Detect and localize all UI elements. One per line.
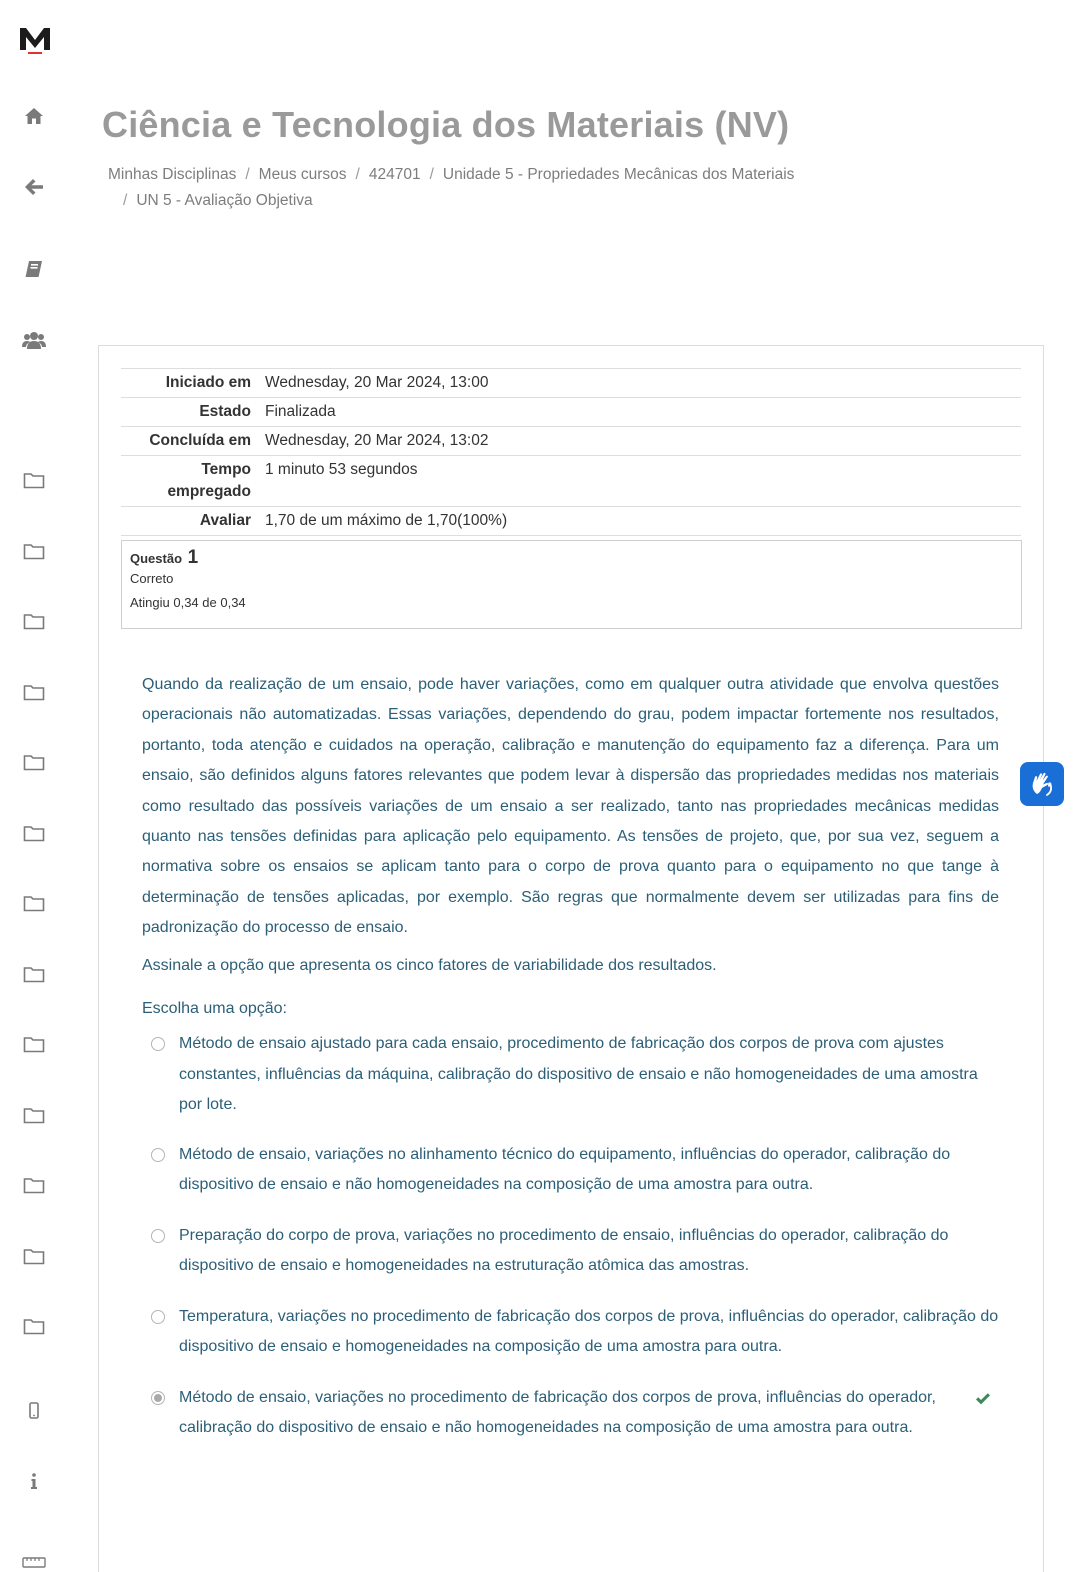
arrow-left-icon[interactable]: [21, 174, 47, 200]
folder-icon[interactable]: [21, 749, 47, 775]
answer-option-text: Método de ensaio ajustado para cada ensaio, procedimento de fabricação dos corpos de prova com ajustes constantes, influências da máquina, calibração do dispositivo de ensaio e não homogeneidades de uma amostra por lote.: [179, 1035, 978, 1113]
question-grade: Atingiu 0,34 de 0,34: [130, 595, 246, 610]
answer-prompt: Escolha uma opção:: [142, 1000, 287, 1017]
summary-value-grade: 1,70 de um máximo de 1,70(100%): [265, 512, 508, 529]
folder-icon[interactable]: [21, 1243, 47, 1269]
answer-option[interactable]: [149, 1221, 999, 1282]
answer-option-text: Preparação do corpo de prova, variações no procedimento de ensaio, influências do operador, calibração do dispositivo de ensaio e homogeneidades na estruturação atômica das amostras.: [179, 1226, 949, 1274]
breadcrumb-item-minhas-disciplinas[interactable]: Minhas Disciplinas: [108, 166, 237, 183]
question-text: [142, 670, 999, 988]
radio-button[interactable]: [151, 1310, 165, 1324]
answer-option[interactable]: [149, 1029, 999, 1121]
breadcrumb-item-quiz[interactable]: UN 5 - Avaliação Objetiva: [136, 192, 313, 209]
correct-check-icon: [975, 1387, 991, 1418]
table-row: [121, 427, 1021, 456]
summary-value-completed: Wednesday, 20 Mar 2024, 13:02: [265, 432, 489, 449]
summary-value-state: Finalizada: [265, 403, 336, 420]
folder-icon[interactable]: [21, 961, 47, 987]
folder-icon[interactable]: [21, 1031, 47, 1057]
mobile-icon[interactable]: [21, 1398, 47, 1424]
folder-icon[interactable]: [21, 467, 47, 493]
book-icon[interactable]: [21, 256, 47, 282]
table-row: [121, 398, 1021, 427]
quiz-review-card: [98, 345, 1044, 1572]
answer-option[interactable]: [149, 1140, 999, 1201]
folder-icon[interactable]: [21, 1313, 47, 1339]
summary-label-started: Iniciado em: [165, 374, 251, 391]
home-icon[interactable]: [21, 103, 47, 129]
breadcrumb-item-meus-cursos[interactable]: Meus cursos: [258, 166, 347, 183]
folder-icon[interactable]: [21, 1172, 47, 1198]
folder-icon[interactable]: [21, 890, 47, 916]
summary-value-time-taken: 1 minuto 53 segundos: [265, 461, 418, 478]
question-info-box: [121, 540, 1022, 629]
breadcrumb-separator: /: [355, 166, 360, 183]
summary-label-completed: Concluída em: [149, 432, 251, 449]
accessibility-hands-icon[interactable]: [1020, 762, 1064, 806]
question-body: Quando da realização de um ensaio, pode haver variações, como em qualquer outra atividade que envolva questões operacionais não automatizadas. Essas variações, dependendo do grau, podem impactar fortemente nos resultados, portanto, toda atenção e cuidados na operação, calibração e manutenção do equipamento faz a diferença. Para um ensaio, são definidos alguns fatores relevantes que podem levar à dispersão das propriedades medidas nos materiais como resultado das possíveis variações de um ensaio a ser realizado, tanto nas propriedades mecânicas medidas quanto nas tensões definidas para aplicação pelo equipamento. As tensões de projeto, que, por sua vez, seguem a normativa sobre os ensaios se aplicam tanto para o corpo de prova quanto para o equipamento no que tange à determinação de tensões aplicadas, por exemplo. São regras que normalmente devem ser utilizadas para fins de padronização do processo de ensaio.: [142, 676, 999, 937]
answer-option-text: Temperatura, variações no procedimento de fabricação dos corpos de prova, influências do operador, calibração do dispositivo de ensaio e homogeneidades na composição de uma amostra para outra.: [179, 1307, 999, 1355]
answer-option-text: Método de ensaio, variações no alinhamento técnico do equipamento, influências do operador, calibração do dispositivo de ensaio e não homogeneidades na composição de uma amostra para outra.: [179, 1145, 951, 1193]
page-title: Ciência e Tecnologia dos Materiais (NV): [102, 104, 790, 145]
folder-icon[interactable]: [21, 679, 47, 705]
site-logo[interactable]: [18, 22, 52, 56]
answer-option[interactable]: [149, 1302, 999, 1363]
table-row: [121, 369, 1021, 398]
users-icon[interactable]: [21, 327, 47, 353]
attempt-summary-table: [121, 368, 1021, 536]
radio-button[interactable]: [151, 1148, 165, 1162]
radio-button[interactable]: [151, 1229, 165, 1243]
folder-icon[interactable]: [21, 1102, 47, 1128]
folder-icon[interactable]: [21, 820, 47, 846]
summary-value-started: Wednesday, 20 Mar 2024, 13:00: [265, 374, 489, 391]
left-sidebar: [0, 0, 68, 1572]
summary-label-time-taken: Tempo empregado: [167, 461, 251, 500]
folder-icon[interactable]: [21, 538, 47, 564]
breadcrumb-item-unit[interactable]: Unidade 5 - Propriedades Mecânicas dos Materiais: [442, 166, 795, 183]
summary-label-state: Estado: [199, 403, 251, 420]
info-icon[interactable]: [21, 1468, 47, 1494]
breadcrumb-item-course-code[interactable]: 424701: [368, 166, 421, 183]
radio-button-checked[interactable]: [151, 1391, 165, 1405]
question-label: Questão: [130, 551, 183, 566]
question-state: Correto: [130, 571, 174, 586]
radio-button[interactable]: [151, 1037, 165, 1051]
keyboard-icon[interactable]: [21, 1548, 47, 1572]
question-instruction: Assinale a opção que apresenta os cinco fatores de variabilidade dos resultados.: [142, 956, 717, 974]
folder-icon[interactable]: [21, 608, 47, 634]
question-number-value: 1: [187, 547, 199, 568]
breadcrumb-separator: /: [245, 166, 250, 183]
breadcrumb: [108, 162, 1008, 214]
question-number: [130, 547, 1013, 569]
answer-option-selected[interactable]: [149, 1383, 999, 1444]
summary-label-grade: Avaliar: [199, 512, 251, 529]
breadcrumb-separator: /: [429, 166, 434, 183]
table-row: [121, 456, 1021, 507]
answer-options: [149, 1029, 999, 1444]
breadcrumb-separator: /: [123, 192, 128, 209]
answer-option-text: Método de ensaio, variações no procedimento de fabricação dos corpos de prova, influências do operador, calibração do dispositivo de ensaio e não homogeneidades na composição de uma amostra para outra.: [179, 1388, 936, 1436]
table-row: [121, 507, 1021, 536]
